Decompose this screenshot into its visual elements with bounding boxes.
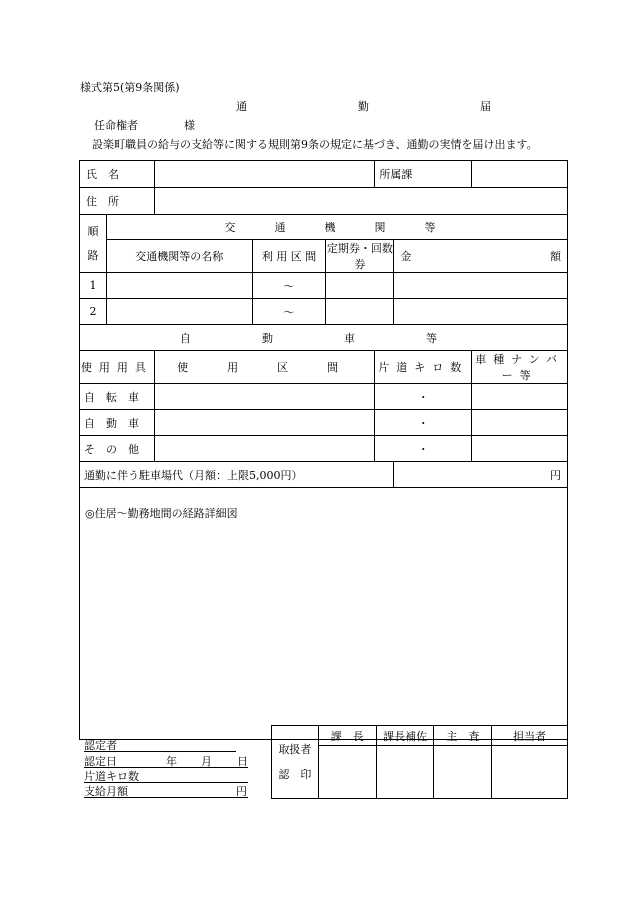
tilde: 〜 <box>283 279 295 293</box>
col-transit-name: 交通機関等の名称 <box>106 240 252 273</box>
route-map-label: ◎住居〜勤務地間の経路詳細図 <box>85 507 238 520</box>
decimal-dot: ・ <box>417 442 429 456</box>
car-row-label: 自 転 車 <box>80 384 155 410</box>
dept-field[interactable] <box>472 161 568 188</box>
decimal-dot: ・ <box>417 390 429 404</box>
name-label: 氏 名 <box>80 161 155 188</box>
page-title: 通 勤 届 <box>236 100 541 113</box>
car-section-field[interactable] <box>154 436 375 462</box>
car-section-field[interactable] <box>154 384 375 410</box>
col-transit-ticket: 定期券・回数券 <box>326 240 394 273</box>
car-plate-field[interactable] <box>472 410 568 436</box>
transit-row-no: 2 <box>80 299 107 325</box>
seal-label: 認 印 <box>278 768 312 781</box>
cert-date-underline <box>84 767 248 768</box>
certifier-label: 認定者 <box>84 739 117 752</box>
transit-name-field[interactable] <box>106 273 252 299</box>
transit-section-field[interactable] <box>252 299 326 325</box>
car-plate-field[interactable] <box>472 436 568 462</box>
certifier-underline <box>84 751 236 752</box>
car-km-field[interactable] <box>375 384 472 410</box>
amount-label-right: 額 <box>550 250 561 263</box>
appointer-label: 任命権者 <box>94 119 138 132</box>
stamp-header-chief: 課 長 <box>318 726 376 746</box>
monthly-amount-underline <box>84 797 248 798</box>
stamp-box-supervisor[interactable] <box>434 746 492 799</box>
stamp-header-staff: 担当者 <box>492 726 568 746</box>
dept-label-cell <box>375 161 472 188</box>
month-label: 月 <box>201 755 212 768</box>
cert-date-label: 認定日 <box>84 755 117 768</box>
year-label: 年 <box>166 755 177 768</box>
intro-text: 設楽町職員の給与の支給等に関する規則第9条の規定に基づき、通勤の実情を届け出ます。 <box>92 138 538 151</box>
amount-label-left: 金 <box>400 250 412 263</box>
car-row-label: 自 動 車 <box>80 410 155 436</box>
decimal-dot: ・ <box>417 416 429 430</box>
route-label-cell <box>80 215 107 273</box>
transit-ticket-field[interactable] <box>326 299 394 325</box>
dept-label: 所属課 <box>379 168 413 181</box>
car-km-field[interactable] <box>375 410 472 436</box>
stamp-box-chief[interactable] <box>318 746 376 799</box>
transit-amount-field[interactable] <box>394 273 568 299</box>
car-plate-field[interactable] <box>472 384 568 410</box>
address-field[interactable] <box>154 188 567 215</box>
transit-name-field[interactable] <box>106 299 252 325</box>
stamp-header-deputy: 課長補佐 <box>376 726 434 746</box>
transit-section-title: 交 通 機 関 等 <box>106 215 567 240</box>
col-car-km: 片道キロ数 <box>375 351 472 384</box>
route-label-bottom: 路 <box>87 248 99 262</box>
approval-table <box>271 725 568 799</box>
form-number: 様式第5(第9条関係) <box>80 81 180 94</box>
stamp-box-staff[interactable] <box>492 746 568 799</box>
sama-label: 様 <box>184 119 195 132</box>
car-section-title: 自 動 車 等 <box>80 325 568 351</box>
address-label: 住 所 <box>80 188 155 215</box>
car-km-field[interactable] <box>375 436 472 462</box>
col-car-plate: 車種ナンバー等 <box>472 351 568 384</box>
commute-form-table <box>79 160 568 740</box>
tilde: 〜 <box>283 305 295 319</box>
col-transit-amount <box>394 240 568 273</box>
handler-cell <box>272 726 319 799</box>
transit-ticket-field[interactable] <box>326 273 394 299</box>
car-section-field[interactable] <box>154 410 375 436</box>
car-row-label: そ の 他 <box>80 436 155 462</box>
parking-label: 通勤に伴う駐車場代（月額：上限5,000円） <box>80 462 394 488</box>
name-field[interactable] <box>154 161 375 188</box>
day-label: 日 <box>237 755 248 768</box>
col-car-section: 使 用 区 間 <box>154 351 375 384</box>
oneway-km-label: 片道キロ数 <box>84 770 139 783</box>
parking-amount-field[interactable] <box>394 462 568 488</box>
col-transit-section: 利 用 区 間 <box>252 240 326 273</box>
stamp-header-supervisor: 主 査 <box>434 726 492 746</box>
route-label-top: 順 <box>87 224 99 238</box>
yen-unit: 円 <box>550 468 561 482</box>
yen-label: 円 <box>236 785 247 798</box>
transit-section-field[interactable] <box>252 273 326 299</box>
route-map-area[interactable] <box>80 488 568 740</box>
stamp-box-deputy[interactable] <box>376 746 434 799</box>
transit-amount-field[interactable] <box>394 299 568 325</box>
transit-row-no: 1 <box>80 273 107 299</box>
oneway-km-underline <box>84 782 248 783</box>
col-car-tool: 使用用具 <box>80 351 155 384</box>
handler-label: 取扱者 <box>278 743 312 756</box>
monthly-amount-label: 支給月額 <box>84 785 128 798</box>
